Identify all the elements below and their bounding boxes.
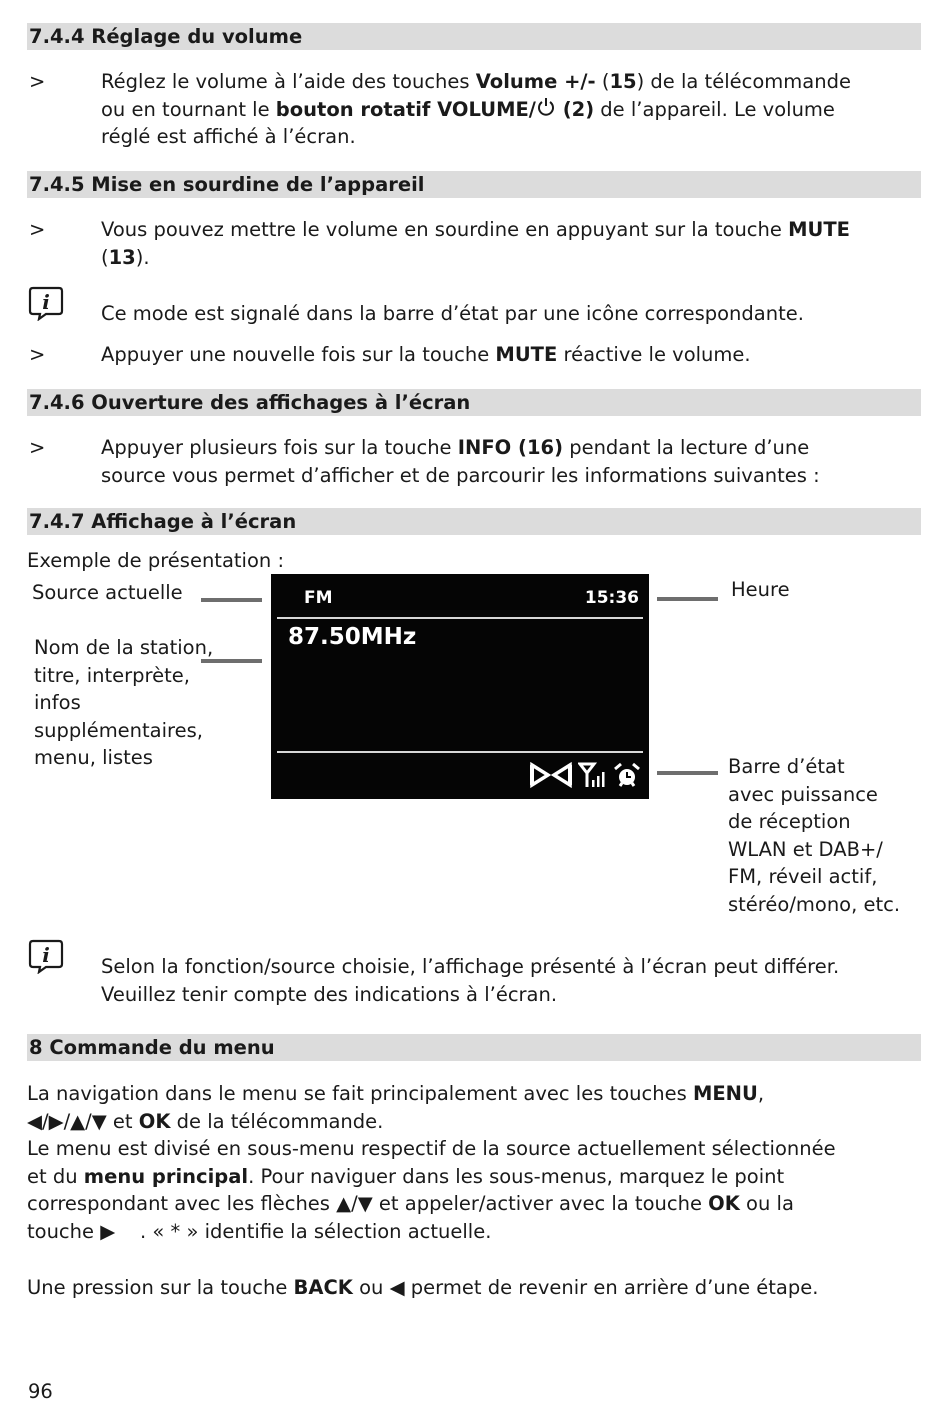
leader-line [201,598,262,602]
display-source: FM [304,588,333,608]
label-station: Nom de la station, titre, interprète, infos supplémentaires, menu, listes [34,636,214,769]
example-intro: Exemple de présentation : [27,549,285,572]
signal-icon [578,761,608,789]
section-heading-7-4-7: 7.4.7 Affichage à l’écran [27,508,921,535]
label-time: Heure [731,578,790,601]
paragraph-mute: Vous pouvez mettre le volume en sourdine en appuyant sur la touche MUTE (13). [101,218,850,269]
paragraph-volume: Réglez le volume à l’aide des touches Volume +/- (15) de la télécommande ou en tournant le bouton rotatif VOLUME/ (2) de l’appareil. Le volume réglé est affiché à l’écran. [101,70,851,148]
section-heading-7-4-6: 7.4.6 Ouverture des affichages à l’écran [27,389,921,416]
back-paragraph: Une pression sur la touche BACK ou ◀ permet de revenir en arrière d’une étape. [27,1276,819,1299]
info-note-icon [28,938,64,974]
bullet-mark: > [29,70,46,93]
svg-text:i: i [42,290,50,314]
info-note-icon [28,285,64,321]
section-heading-7-4-5: 7.4.5 Mise en sourdine de l’appareil [27,171,921,198]
bullet-mark: > [29,343,46,366]
note-mute: Ce mode est signalé dans la barre d’état par une icône correspondante. [101,302,804,325]
label-status-bar: Barre d’état avec puissance de réception WLAN et DAB+/ FM, réveil actif, stéréo/mono, etc. [728,755,901,916]
page-number: 96 [28,1380,53,1403]
paragraph-unmute: Appuyer une nouvelle fois sur la touche MUTE réactive le volume. [101,343,751,366]
radio-display [271,574,649,799]
alarm-icon [613,761,641,789]
section-heading-8: 8 Commande du menu [27,1034,921,1061]
paragraph-info: Appuyer plusieurs fois sur la touche INFO (16) pendant la lecture d’une source vous permet d’afficher et de parcourir les informations suivantes : [101,436,820,487]
stereo-icon [529,761,573,789]
power-icon [536,97,556,117]
display-status-icons [529,761,641,793]
display-divider [277,617,643,619]
display-frequency: 87.50MHz [288,624,417,650]
svg-text:i: i [42,943,50,967]
note-display: Selon la fonction/source choisie, l’affichage présenté à l’écran peut différer. Veuillez tenir compte des indications à l’écran. [101,955,840,1006]
bullet-mark: > [29,218,46,241]
label-source: Source actuelle [32,581,183,604]
leader-line [657,597,718,601]
menu-paragraph: La navigation dans le menu se fait principalement avec les touches MENU, ◀/▶/▲/▼ et OK de la télécommande. Le menu est divisé en sous-menu respectif de la source actuellement sélectionnée et du menu principal. Pour naviguer dans les sous-menus, marquez le point correspondant avec les flèches ▲/▼ et appeler/activer avec la touche OK ou la touche ▶ . « * » identifie la sélection actuelle. [27,1082,836,1243]
display-divider [277,751,643,753]
leader-line [201,659,262,663]
bullet-mark: > [29,436,46,459]
display-time: 15:36 [584,588,639,608]
leader-line [657,771,718,775]
section-heading-7-4-4: 7.4.4 Réglage du volume [27,23,921,50]
